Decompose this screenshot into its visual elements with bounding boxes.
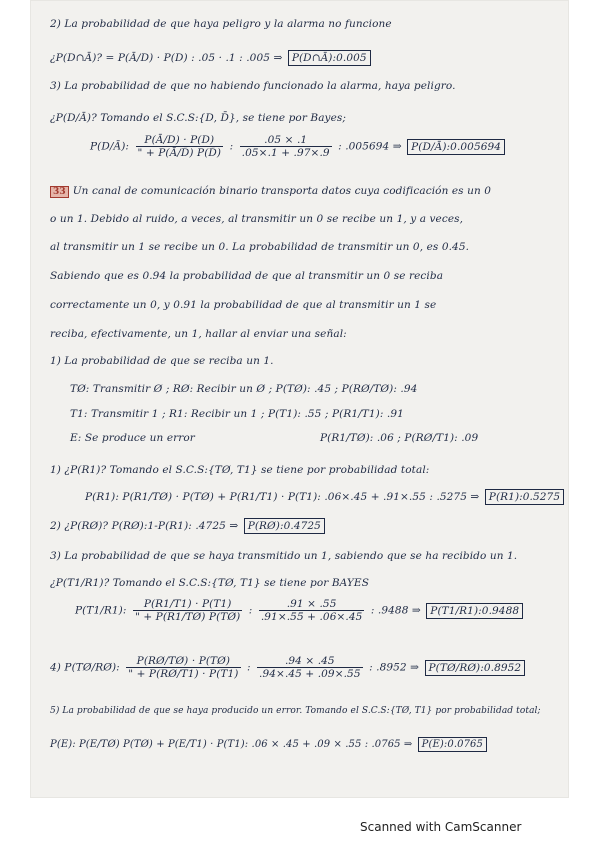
problem-statement-line: Sabiendo que es 0.94 la probabilidad de que al transmitir un 0 se reciba — [50, 270, 444, 282]
equation-text: : .9488 ⇒ — [370, 604, 421, 617]
text-line: ¿P(D/Ā)? Tomando el S.C.S:{D, D̄}, se tiene por Bayes; — [50, 112, 347, 124]
problem-statement-line: reciba, efectivamente, un 1, hallar al enviar una señal: — [50, 328, 347, 340]
boxed-result: P(RØ):0.4725 — [244, 518, 325, 534]
fraction-numerator: .94 × .45 — [257, 655, 363, 668]
fraction-denominator: " + P(RØ/T1) · P(T1) — [128, 668, 239, 680]
boxed-result: P(E):0.0765 — [418, 737, 487, 752]
equation-text: P(E): P(E/TØ) P(TØ) + P(E/T1) · P(T1): .06 × .45 + .09 × .55 : .0765 ⇒ — [50, 739, 413, 750]
equation-line — [50, 50, 371, 66]
fraction — [257, 655, 363, 680]
problem-statement-line: al transmitir un 1 se recibe un 0. La probabilidad de transmitir un 0, es 0.45. — [50, 241, 470, 253]
fraction — [126, 655, 240, 680]
solution-line: 3) La probabilidad de que se haya transmitido un 1, sabiendo que se ha recibido un 1. — [50, 550, 518, 562]
equation-text: P(R1): P(R1/TØ) · P(TØ) + P(R1/T1) · P(T1): .06×.45 + .91×.55 : .5275 ⇒ — [85, 491, 480, 503]
problem-text: Un canal de comunicación binario transporta datos cuya codificación es un 0 — [72, 185, 492, 197]
camscanner-watermark: Scanned with CamScanner — [360, 820, 522, 834]
definition-line: TØ: Transmitir Ø ; RØ: Recibir un Ø ; P(TØ): .45 ; P(RØ/TØ): .94 — [70, 383, 418, 395]
solution-line: 1) ¿P(R1)? Tomando el S.C.S:{TØ, T1} se tiene por probabilidad total: — [50, 464, 430, 476]
boxed-result: P(R1):0.5275 — [485, 489, 564, 505]
text-line: 2) La probabilidad de que haya peligro y la alarma no funcione — [50, 18, 392, 30]
fraction-numerator: P(RØ/TØ) · P(TØ) — [126, 655, 240, 668]
equation-text: 4) P(TØ/RØ): — [50, 661, 120, 674]
fraction-denominator: " + P(R1/TØ) P(TØ) — [134, 611, 241, 623]
fraction-denominator: " + P(Ā/D̄) P(D̄) — [137, 147, 222, 159]
fraction-numerator: P(Ā/D) · P(D) — [136, 134, 224, 147]
equation-text: ¿P(D∩Ā)? = P(Ā/D) · P(D) : .05 · .1 : .005 ⇒ — [50, 52, 283, 64]
bayes-equation — [75, 598, 523, 623]
fraction-numerator: .91 × .55 — [259, 598, 365, 611]
bayes-equation — [90, 134, 505, 159]
boxed-result: P(D∩Ā):0.005 — [288, 50, 371, 66]
fraction-denominator: .05×.1 + .97×.9 — [241, 147, 330, 159]
problem-number-badge: 33 — [50, 186, 69, 198]
equals-sign: : — [229, 140, 234, 153]
fraction-numerator: P(R1/T1) · P(T1) — [133, 598, 242, 611]
equals-sign: : — [246, 661, 251, 674]
fraction-numerator: .05 × .1 — [240, 134, 332, 147]
fraction-denominator: .94×.45 + .09×.55 — [259, 668, 361, 680]
question-line: 1) La probabilidad de que se reciba un 1. — [50, 355, 274, 367]
fraction — [240, 134, 332, 159]
boxed-result: P(D/Ā):0.005694 — [407, 139, 505, 155]
equation-text: 2) ¿P(RØ)? P(RØ):1-P(R1): .4725 ⇒ — [50, 520, 239, 532]
boxed-result: P(T1/R1):0.9488 — [426, 603, 523, 619]
equation-line — [85, 489, 564, 505]
bayes-equation — [50, 655, 525, 680]
problem-statement-line: o un 1. Debido al ruido, a veces, al transmitir un 0 se recibe un 1, y a veces, — [50, 213, 464, 225]
scanned-page — [30, 0, 569, 798]
problem-statement-line: correctamente un 0, y 0.91 la probabilidad de que al transmitir un 1 se — [50, 299, 437, 311]
text-line: 3) La probabilidad de que no habiendo funcionado la alarma, haya peligro. — [50, 80, 456, 92]
fraction — [136, 134, 224, 159]
equation-text: : .8952 ⇒ — [369, 661, 420, 674]
equation-text: P(T1/R1): — [75, 604, 127, 617]
equation-text: : .005694 ⇒ — [338, 140, 402, 153]
definition-line: E: Se produce un error — [70, 432, 195, 444]
definition-line: P(R1/TØ): .06 ; P(RØ/T1): .09 — [320, 432, 479, 444]
equation-line — [50, 518, 325, 534]
fraction-denominator: .91×.55 + .06×.45 — [260, 611, 363, 623]
equation-line — [50, 737, 487, 752]
equation-text: P(D/Ā): — [90, 140, 130, 153]
fraction — [259, 598, 365, 623]
solution-line: 5) La probabilidad de que se haya producido un error. Tomando el S.C.S:{TØ, T1} por probabilidad total; — [50, 706, 541, 716]
solution-line: ¿P(T1/R1)? Tomando el S.C.S:{TØ, T1} se tiene por BAYES — [50, 577, 369, 589]
boxed-result: P(TØ/RØ):0.8952 — [425, 660, 526, 676]
fraction — [133, 598, 242, 623]
definition-line: T1: Transmitir 1 ; R1: Recibir un 1 ; P(T1): .55 ; P(R1/T1): .91 — [70, 408, 404, 420]
equals-sign: : — [248, 604, 253, 617]
problem-statement-line — [50, 185, 491, 198]
